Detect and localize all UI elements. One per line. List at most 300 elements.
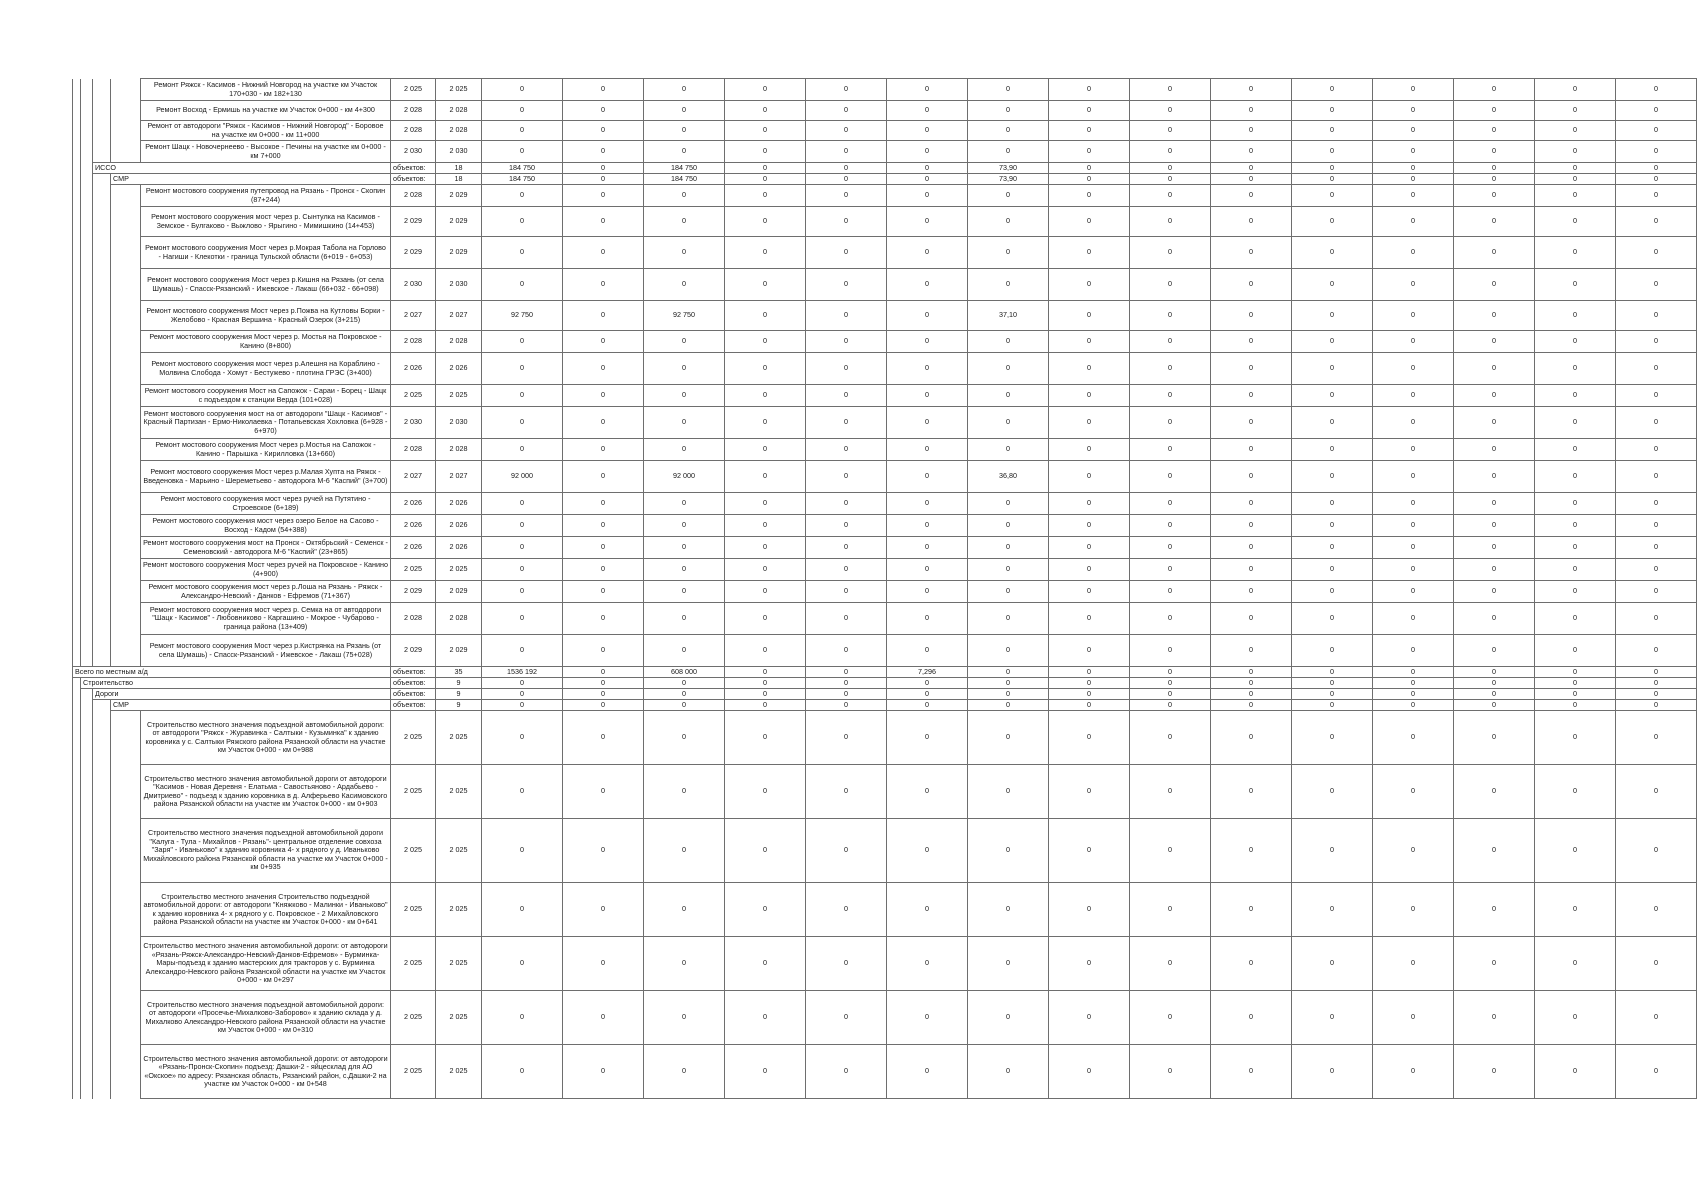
- value-cell: 0: [1130, 700, 1211, 711]
- value-cell: 0: [1616, 237, 1697, 269]
- value-cell: 0: [644, 439, 725, 461]
- table-row: [73, 353, 1697, 385]
- value-cell: 0: [563, 439, 644, 461]
- value-cell: 0: [563, 515, 644, 537]
- value-cell: 0: [887, 537, 968, 559]
- value-cell: 0: [725, 331, 806, 353]
- year-end: 2 025: [436, 79, 482, 101]
- value-cell: 0: [1454, 439, 1535, 461]
- object-name: Строительство местного значения автомобильной дороги: от автодороги «Рязань-Пронск-Скопин» подъезд: Дашки-2 - яйцесклад для АО «Окское» по адресу: Рязанская область, Рязанский район, с.Дашки-2 на участке км Участок 0+000 - км 0+548: [141, 1045, 391, 1099]
- year-end: 2 028: [436, 331, 482, 353]
- value-cell: 73,90: [968, 163, 1049, 174]
- value-cell: 0: [725, 937, 806, 991]
- value-cell: 0: [806, 163, 887, 174]
- value-cell: 0: [482, 689, 563, 700]
- value-cell: 0: [725, 141, 806, 163]
- value-cell: 0: [1616, 101, 1697, 121]
- value-cell: 0: [644, 765, 725, 819]
- table-row: [73, 1045, 1697, 1099]
- value-cell: 0: [1616, 407, 1697, 439]
- value-cell: 0: [1616, 185, 1697, 207]
- value-cell: 0: [1373, 407, 1454, 439]
- year-end: 2 026: [436, 493, 482, 515]
- value-cell: 0: [1454, 301, 1535, 331]
- value-cell: 0: [1616, 711, 1697, 765]
- value-cell: 0: [482, 207, 563, 237]
- value-cell: 0: [725, 700, 806, 711]
- value-cell: 0: [968, 515, 1049, 537]
- value-cell: 0: [806, 353, 887, 385]
- value-cell: 0: [482, 185, 563, 207]
- value-cell: 0: [1616, 461, 1697, 493]
- table-row: [73, 237, 1697, 269]
- year-end: 2 025: [436, 711, 482, 765]
- value-cell: 0: [1535, 301, 1616, 331]
- value-cell: 0: [1454, 765, 1535, 819]
- value-cell: 0: [1373, 79, 1454, 101]
- value-cell: 0: [1049, 635, 1130, 667]
- value-cell: 0: [1211, 635, 1292, 667]
- value-cell: 0: [806, 689, 887, 700]
- value-cell: 0: [968, 331, 1049, 353]
- object-name: Ремонт мостового сооружения мост через р. Сынтулка на Касимов - Земское - Булгаково - Выжлово - Ярыгино - Мимишкино (14+453): [141, 207, 391, 237]
- value-cell: 0: [806, 678, 887, 689]
- value-cell: 0: [725, 439, 806, 461]
- value-cell: 0: [806, 667, 887, 678]
- value-cell: 0: [1616, 700, 1697, 711]
- value-cell: 0: [1535, 689, 1616, 700]
- value-cell: 0: [644, 937, 725, 991]
- value-cell: 0: [1535, 461, 1616, 493]
- value-cell: 0: [1049, 689, 1130, 700]
- object-name: Ремонт мостового сооружения мост через р.Алешня на Кораблино - Молвина Слобода - Хомут - Бестужево - плотина ГРЭС (3+400): [141, 353, 391, 385]
- value-cell: 0: [1211, 493, 1292, 515]
- value-cell: 0: [563, 269, 644, 301]
- year-end: 2 025: [436, 937, 482, 991]
- value-cell: 0: [1049, 141, 1130, 163]
- value-cell: 0: [887, 185, 968, 207]
- value-cell: 0: [725, 163, 806, 174]
- value-cell: 0: [1130, 385, 1211, 407]
- value-cell: 0: [887, 174, 968, 185]
- year-end: 2 025: [436, 385, 482, 407]
- object-name: Ремонт мостового сооружения Мост через р. Мостья на Покровское - Канино (8+800): [141, 331, 391, 353]
- group-label: СМР: [111, 700, 391, 711]
- value-cell: 0: [563, 331, 644, 353]
- year-start: 2 029: [391, 635, 436, 667]
- value-cell: 0: [482, 603, 563, 635]
- value-cell: 0: [1373, 678, 1454, 689]
- group-label: Строительство: [81, 678, 391, 689]
- value-cell: 0: [968, 937, 1049, 991]
- value-cell: 0: [1292, 711, 1373, 765]
- value-cell: 0: [1454, 635, 1535, 667]
- value-cell: 0: [1049, 79, 1130, 101]
- value-cell: 0: [563, 1045, 644, 1099]
- value-cell: 0: [1535, 537, 1616, 559]
- value-cell: 0: [1211, 207, 1292, 237]
- year-start: 2 025: [391, 559, 436, 581]
- value-cell: 0: [1616, 163, 1697, 174]
- value-cell: 0: [1535, 883, 1616, 937]
- value-cell: 0: [725, 237, 806, 269]
- value-cell: 0: [644, 237, 725, 269]
- value-cell: 0: [1292, 101, 1373, 121]
- value-cell: 0: [1130, 141, 1211, 163]
- objects-count-label: объектов:: [391, 678, 436, 689]
- value-cell: 0: [1616, 385, 1697, 407]
- year-end: 2 026: [436, 515, 482, 537]
- year-end: 2 028: [436, 101, 482, 121]
- value-cell: 0: [1535, 635, 1616, 667]
- year-start: 2 028: [391, 185, 436, 207]
- object-name: Строительство местного значения подъездной автомобильной дороги: от автодороги "Ряжск - Журавинка - Салтыки - Кузьминка" к зданию коровника у с. Салтыки Ряжского района Рязанской области на участке км Участок 0+000 - км 0+988: [141, 711, 391, 765]
- table-row: [73, 711, 1697, 765]
- value-cell: 0: [806, 237, 887, 269]
- value-cell: 0: [1373, 439, 1454, 461]
- value-cell: 0: [563, 493, 644, 515]
- object-name: Ремонт мостового сооружения путепровод на Рязань - Пронск - Скопин (87+244): [141, 185, 391, 207]
- value-cell: 0: [968, 407, 1049, 439]
- value-cell: 0: [644, 101, 725, 121]
- value-cell: 0: [1454, 163, 1535, 174]
- value-cell: 0: [1454, 819, 1535, 883]
- value-cell: 0: [725, 493, 806, 515]
- value-cell: 0: [1454, 237, 1535, 269]
- value-cell: 0: [1454, 141, 1535, 163]
- value-cell: 0: [1535, 603, 1616, 635]
- value-cell: 0: [1211, 537, 1292, 559]
- value-cell: 0: [1454, 461, 1535, 493]
- value-cell: 92 000: [482, 461, 563, 493]
- value-cell: 0: [563, 301, 644, 331]
- value-cell: 0: [482, 237, 563, 269]
- value-cell: 0: [1211, 331, 1292, 353]
- table-row: [73, 991, 1697, 1045]
- object-name: Строительство местного значения подъездной автомобильной дороги "Калуга - Тула - Михайлов - Рязань"- центральное отделение совхоза "Заря" - Иваньково" к зданию коровника 4- х рядного у д. Иваньково Михайловского района Рязанской области на участке км Участок 0+000 - км 0+935: [141, 819, 391, 883]
- value-cell: 0: [968, 689, 1049, 700]
- value-cell: 0: [1130, 765, 1211, 819]
- value-cell: 0: [725, 1045, 806, 1099]
- value-cell: 0: [1373, 991, 1454, 1045]
- value-cell: 0: [887, 765, 968, 819]
- value-cell: 0: [482, 385, 563, 407]
- value-cell: 0: [887, 635, 968, 667]
- value-cell: 0: [1292, 581, 1373, 603]
- year-start: 2 027: [391, 461, 436, 493]
- value-cell: 0: [1616, 883, 1697, 937]
- year-start: 2 025: [391, 385, 436, 407]
- value-cell: 0: [482, 559, 563, 581]
- value-cell: 0: [482, 937, 563, 991]
- value-cell: 0: [482, 700, 563, 711]
- value-cell: 0: [1292, 385, 1373, 407]
- value-cell: 0: [1454, 581, 1535, 603]
- year-end: 2 029: [436, 635, 482, 667]
- table-row: [73, 603, 1697, 635]
- value-cell: 0: [1616, 537, 1697, 559]
- value-cell: 0: [644, 121, 725, 141]
- value-cell: 0: [1049, 819, 1130, 883]
- value-cell: 0: [644, 493, 725, 515]
- value-cell: 73,90: [968, 174, 1049, 185]
- value-cell: 0: [1049, 711, 1130, 765]
- value-cell: 0: [644, 385, 725, 407]
- value-cell: 0: [1535, 79, 1616, 101]
- object-name: Ремонт мостового сооружения Мост через р.Кистрянка на Рязань (от села Шумашь) - Спасск-Рязанский - Ижевское - Лакаш (75+028): [141, 635, 391, 667]
- year-end: 2 025: [436, 819, 482, 883]
- value-cell: 0: [725, 207, 806, 237]
- year-end: 2 030: [436, 269, 482, 301]
- value-cell: 0: [1454, 121, 1535, 141]
- value-cell: 0: [1454, 711, 1535, 765]
- object-name: Строительство местного значения Строительство подъездной автомобильной дороги: от автодороги "Княжково - Малинки - Иваньково" к зданию коровника 4- х рядного у с. Покровское - 2 Михайловского района Рязанской области на участке км Участок 0+000 - км 0+641: [141, 883, 391, 937]
- year-end: 2 027: [436, 301, 482, 331]
- table-row: [73, 269, 1697, 301]
- value-cell: 0: [563, 937, 644, 991]
- value-cell: 0: [1049, 515, 1130, 537]
- value-cell: 0: [1454, 207, 1535, 237]
- value-cell: 0: [1454, 1045, 1535, 1099]
- value-cell: 0: [968, 1045, 1049, 1099]
- year-end: 2 025: [436, 991, 482, 1045]
- value-cell: 0: [1535, 163, 1616, 174]
- value-cell: 0: [563, 537, 644, 559]
- value-cell: 0: [1373, 493, 1454, 515]
- value-cell: 0: [1292, 635, 1373, 667]
- value-cell: 0: [1373, 559, 1454, 581]
- value-cell: 0: [563, 461, 644, 493]
- value-cell: 0: [1049, 439, 1130, 461]
- value-cell: 0: [563, 237, 644, 269]
- value-cell: 0: [644, 991, 725, 1045]
- value-cell: 0: [1454, 937, 1535, 991]
- value-cell: 0: [644, 331, 725, 353]
- value-cell: 0: [1049, 559, 1130, 581]
- value-cell: 0: [1211, 678, 1292, 689]
- value-cell: 0: [644, 581, 725, 603]
- value-cell: 0: [563, 559, 644, 581]
- value-cell: 0: [806, 301, 887, 331]
- table-row: [73, 301, 1697, 331]
- value-cell: 0: [1535, 331, 1616, 353]
- value-cell: 0: [725, 121, 806, 141]
- value-cell: 0: [1373, 141, 1454, 163]
- table-row: [73, 537, 1697, 559]
- object-name: Ремонт мостового сооружения Мост через р.Мостья на Сапожок - Канино - Парышка - Кирилловка (13+660): [141, 439, 391, 461]
- value-cell: 0: [1211, 141, 1292, 163]
- value-cell: 0: [806, 515, 887, 537]
- value-cell: 0: [1454, 883, 1535, 937]
- year-start: 2 025: [391, 883, 436, 937]
- value-cell: 0: [1211, 79, 1292, 101]
- year-start: 2 025: [391, 711, 436, 765]
- value-cell: 0: [968, 269, 1049, 301]
- value-cell: 0: [1535, 207, 1616, 237]
- value-cell: 0: [644, 185, 725, 207]
- value-cell: 0: [1211, 174, 1292, 185]
- year-start: 2 030: [391, 269, 436, 301]
- value-cell: 0: [482, 819, 563, 883]
- group-label: СМР: [111, 174, 391, 185]
- value-cell: 0: [644, 537, 725, 559]
- value-cell: 184 750: [482, 163, 563, 174]
- value-cell: 0: [1616, 79, 1697, 101]
- value-cell: 0: [1292, 407, 1373, 439]
- value-cell: 0: [1535, 353, 1616, 385]
- object-name: Ремонт мостового сооружения мост через ручей на Путятино - Строевское (6+189): [141, 493, 391, 515]
- value-cell: 0: [1373, 515, 1454, 537]
- value-cell: 0: [887, 439, 968, 461]
- value-cell: 0: [1292, 331, 1373, 353]
- value-cell: 0: [563, 700, 644, 711]
- value-cell: 0: [806, 559, 887, 581]
- value-cell: 0: [806, 883, 887, 937]
- value-cell: 0: [482, 121, 563, 141]
- value-cell: 0: [968, 439, 1049, 461]
- value-cell: 0: [563, 689, 644, 700]
- value-cell: 0: [887, 1045, 968, 1099]
- value-cell: 0: [1130, 537, 1211, 559]
- value-cell: 0: [1373, 581, 1454, 603]
- value-cell: 0: [1292, 678, 1373, 689]
- value-cell: 0: [1454, 515, 1535, 537]
- value-cell: 0: [806, 331, 887, 353]
- year-end: 2 030: [436, 141, 482, 163]
- table-row: [73, 185, 1697, 207]
- value-cell: 0: [482, 79, 563, 101]
- value-cell: 0: [806, 174, 887, 185]
- value-cell: 0: [1130, 121, 1211, 141]
- year-start: 2 025: [391, 765, 436, 819]
- value-cell: 0: [806, 700, 887, 711]
- value-cell: 0: [1616, 207, 1697, 237]
- value-cell: 0: [806, 581, 887, 603]
- summary-row: [73, 163, 1697, 174]
- value-cell: 0: [968, 991, 1049, 1045]
- value-cell: 0: [1616, 635, 1697, 667]
- value-cell: 0: [563, 79, 644, 101]
- value-cell: 0: [1616, 603, 1697, 635]
- value-cell: 0: [1454, 331, 1535, 353]
- value-cell: 0: [1130, 301, 1211, 331]
- value-cell: 0: [968, 700, 1049, 711]
- value-cell: 0: [887, 937, 968, 991]
- value-cell: 0: [1616, 937, 1697, 991]
- value-cell: 0: [887, 163, 968, 174]
- value-cell: 0: [563, 353, 644, 385]
- value-cell: 0: [1292, 603, 1373, 635]
- value-cell: 0: [563, 185, 644, 207]
- value-cell: 0: [644, 141, 725, 163]
- objects-count-label: объектов:: [391, 174, 436, 185]
- table-row: [73, 883, 1697, 937]
- value-cell: 0: [1292, 353, 1373, 385]
- value-cell: 0: [1454, 700, 1535, 711]
- value-cell: 0: [887, 207, 968, 237]
- value-cell: 0: [887, 353, 968, 385]
- value-cell: 0: [1049, 207, 1130, 237]
- table-row: [73, 515, 1697, 537]
- summary-row: [73, 667, 1697, 678]
- value-cell: 0: [1130, 1045, 1211, 1099]
- value-cell: 0: [1049, 101, 1130, 121]
- value-cell: 0: [968, 537, 1049, 559]
- value-cell: 0: [806, 207, 887, 237]
- value-cell: 0: [1049, 461, 1130, 493]
- value-cell: 0: [1454, 269, 1535, 301]
- year-start: 2 026: [391, 515, 436, 537]
- value-cell: 0: [482, 331, 563, 353]
- value-cell: 0: [1130, 331, 1211, 353]
- value-cell: 0: [1049, 121, 1130, 141]
- value-cell: 0: [482, 711, 563, 765]
- value-cell: 0: [968, 121, 1049, 141]
- table-row: [73, 635, 1697, 667]
- objects-count: 9: [436, 678, 482, 689]
- value-cell: 0: [1049, 353, 1130, 385]
- value-cell: 184 750: [644, 174, 725, 185]
- value-cell: 0: [1211, 667, 1292, 678]
- value-cell: 0: [1130, 185, 1211, 207]
- year-start: 2 028: [391, 331, 436, 353]
- table-row: [73, 559, 1697, 581]
- value-cell: 0: [1211, 883, 1292, 937]
- value-cell: 0: [1373, 700, 1454, 711]
- value-cell: 0: [1211, 385, 1292, 407]
- year-start: 2 025: [391, 79, 436, 101]
- value-cell: 0: [725, 711, 806, 765]
- value-cell: 0: [1211, 269, 1292, 301]
- value-cell: 0: [1292, 883, 1373, 937]
- object-name: Ремонт мостового сооружения мост через р.Лоша на Рязань - Ряжск - Александро-Невский - Данков - Ефремов (71+367): [141, 581, 391, 603]
- objects-count: 35: [436, 667, 482, 678]
- value-cell: 0: [1049, 765, 1130, 819]
- value-cell: 0: [1130, 711, 1211, 765]
- year-start: 2 029: [391, 581, 436, 603]
- value-cell: 0: [968, 185, 1049, 207]
- value-cell: 0: [1373, 385, 1454, 407]
- value-cell: 0: [887, 991, 968, 1045]
- value-cell: 0: [806, 493, 887, 515]
- value-cell: 0: [1373, 185, 1454, 207]
- value-cell: 0: [1130, 515, 1211, 537]
- value-cell: 0: [563, 991, 644, 1045]
- value-cell: 0: [725, 819, 806, 883]
- value-cell: 0: [1211, 581, 1292, 603]
- value-cell: 0: [1616, 439, 1697, 461]
- value-cell: 0: [725, 581, 806, 603]
- value-cell: 0: [1292, 439, 1373, 461]
- value-cell: 0: [1130, 407, 1211, 439]
- value-cell: 0: [1292, 991, 1373, 1045]
- value-cell: 0: [1049, 1045, 1130, 1099]
- value-cell: 0: [1211, 101, 1292, 121]
- value-cell: 0: [1373, 174, 1454, 185]
- value-cell: 0: [482, 635, 563, 667]
- value-cell: 0: [1211, 819, 1292, 883]
- value-cell: 0: [1130, 269, 1211, 301]
- value-cell: 0: [968, 678, 1049, 689]
- table-body: [73, 79, 1697, 1099]
- value-cell: 0: [563, 819, 644, 883]
- group-label: ИССО: [93, 163, 391, 174]
- value-cell: 0: [806, 991, 887, 1045]
- object-name: Ремонт мостового сооружения мост на от автодороги "Шацк - Касимов" - Красный Партизан - Ермо-Николаевка - Потапьевская Хохловка (6+928 - 6+970): [141, 407, 391, 439]
- value-cell: 0: [1130, 937, 1211, 991]
- value-cell: 0: [1049, 883, 1130, 937]
- value-cell: 0: [1535, 667, 1616, 678]
